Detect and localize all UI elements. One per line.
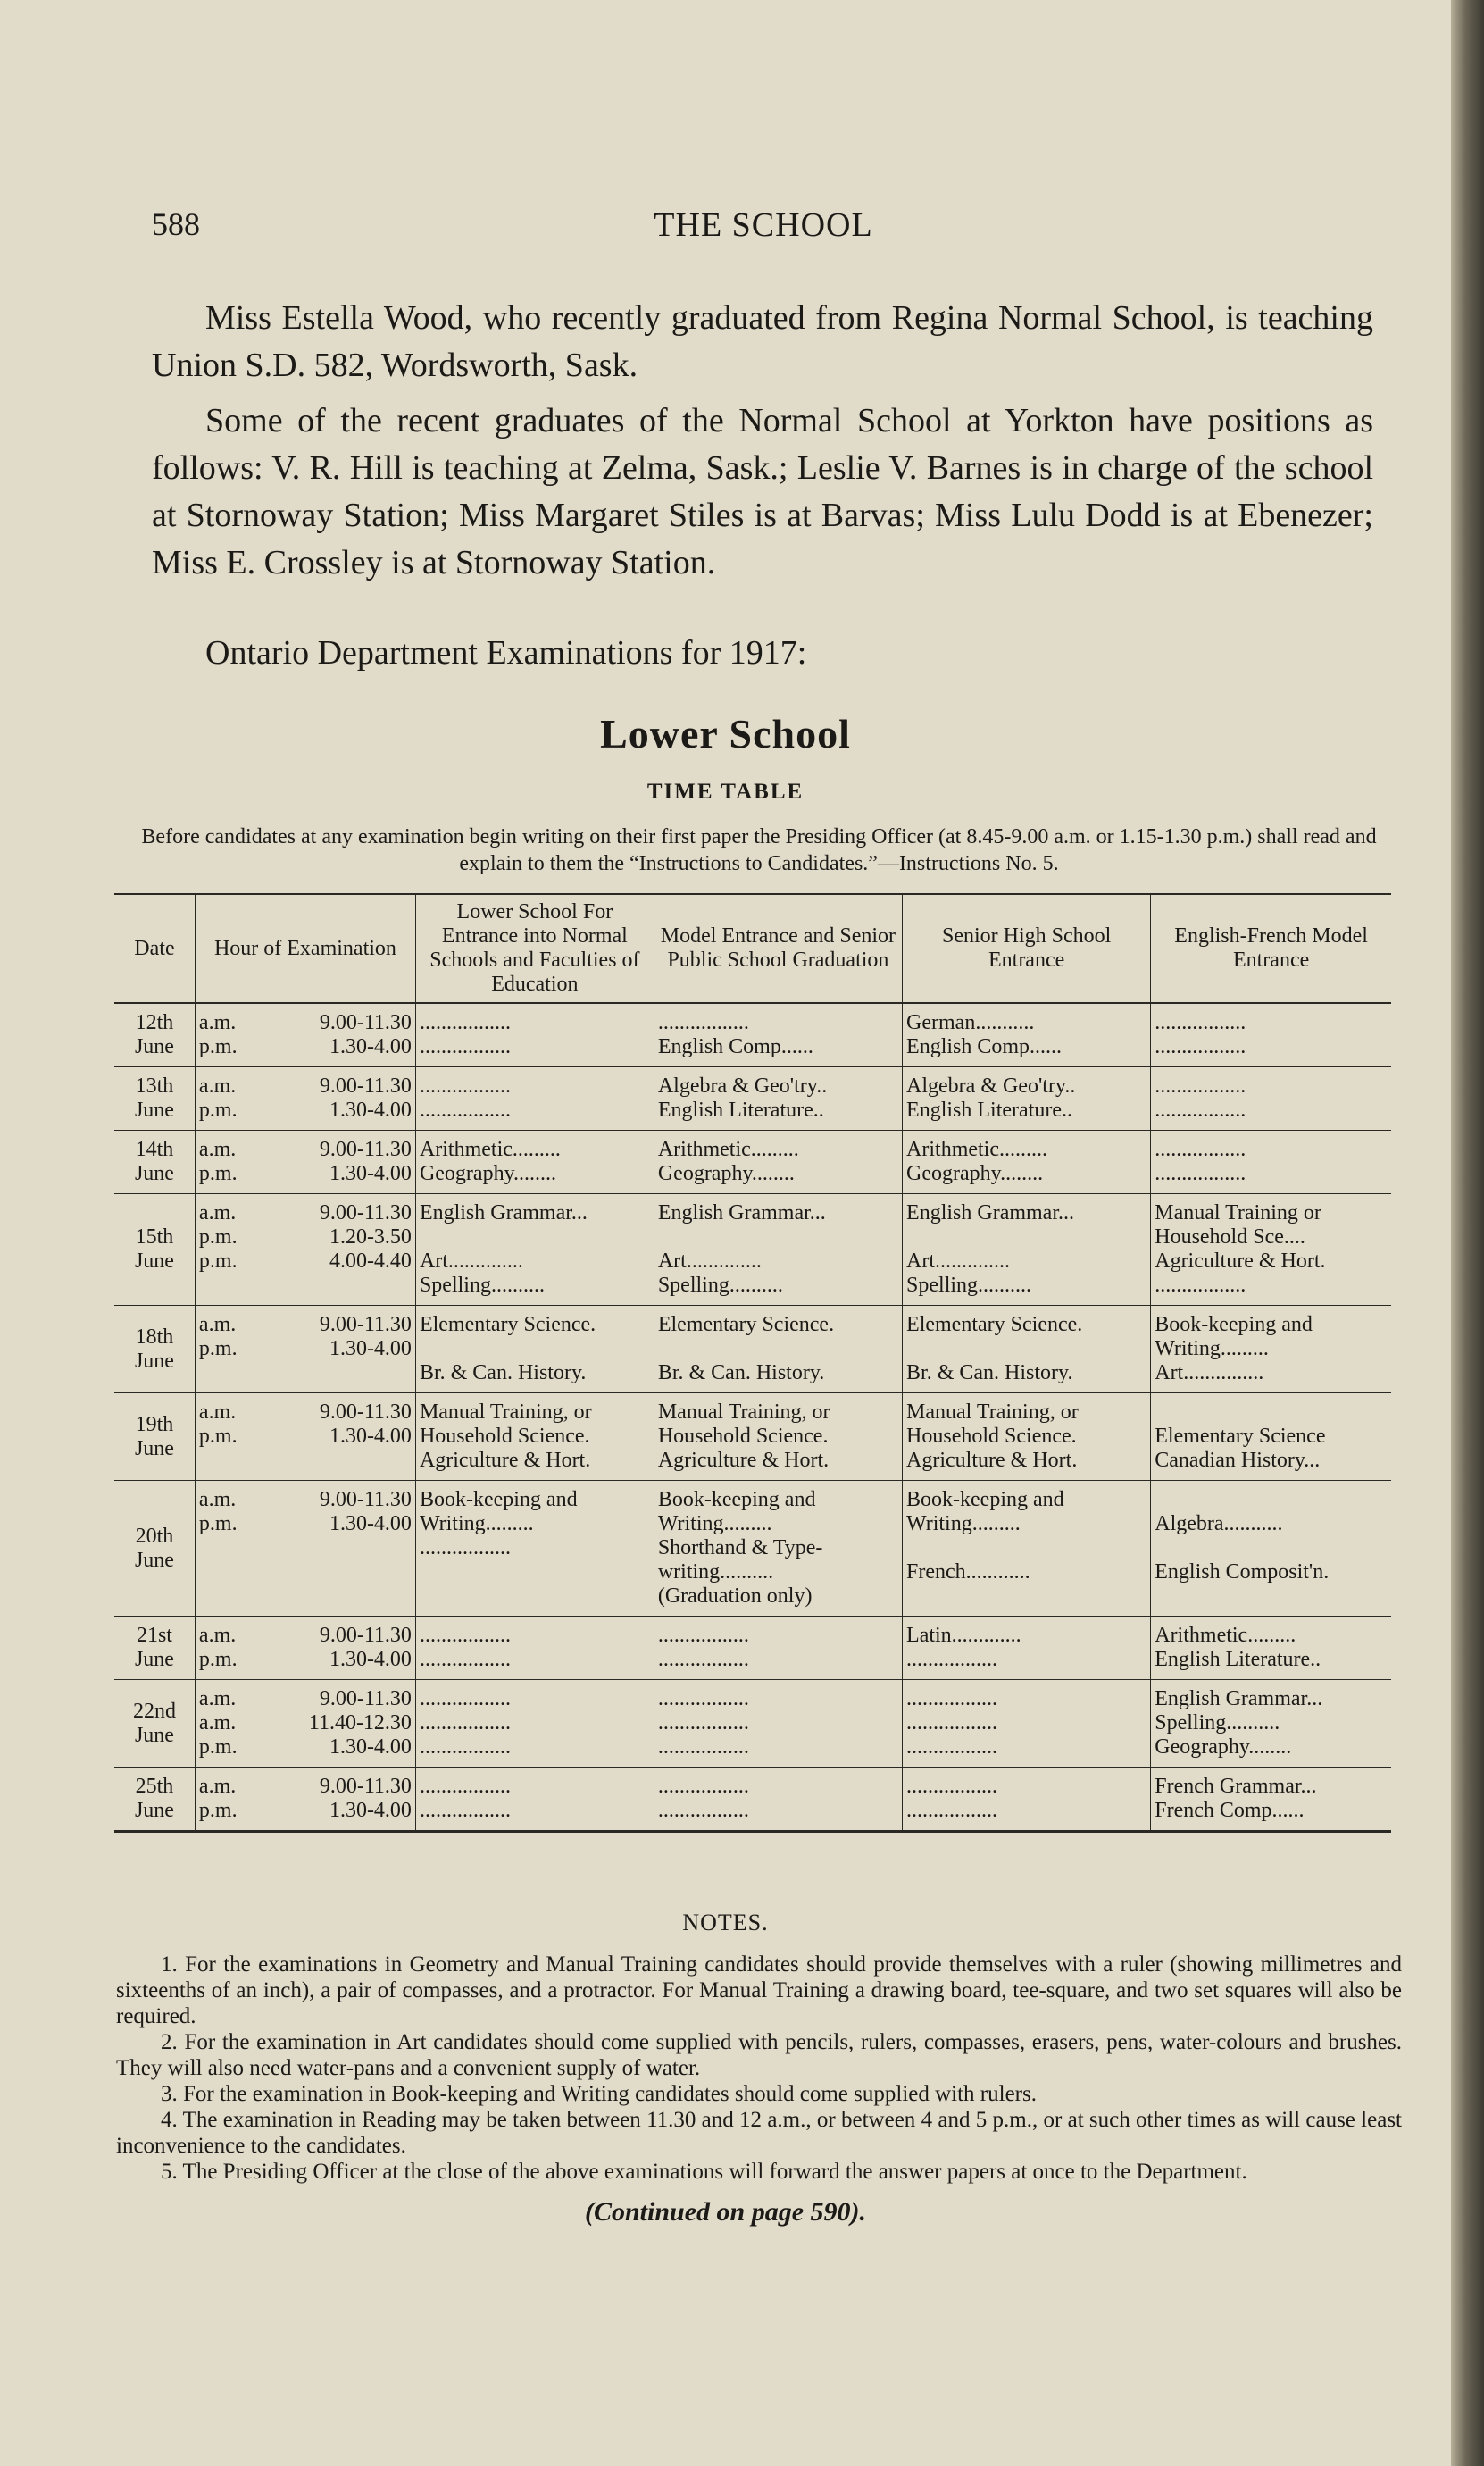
lower-school-cell: ................. ................. — [415, 1617, 654, 1680]
time-range: 1.30-4.00 — [329, 1648, 412, 1671]
hour-line — [199, 1250, 412, 1274]
hour-line — [199, 1775, 412, 1799]
hour-cell — [195, 1768, 415, 1832]
period-label: a.m. — [198, 1138, 237, 1161]
model-entrance-cell: Arithmetic......... Geography........ — [654, 1131, 902, 1194]
time-range: 9.00-11.30 — [319, 1313, 412, 1336]
time-range: 9.00-11.30 — [319, 1074, 412, 1098]
table-row — [114, 1481, 1391, 1617]
lower-school-cell: ................. ................. ................. — [415, 1680, 654, 1768]
english-french-cell: English Grammar... Spelling.......... Geography........ — [1151, 1680, 1391, 1768]
running-head: THE SCHOOL — [654, 206, 873, 244]
time-range: 4.00-4.40 — [329, 1250, 412, 1273]
hour-line — [199, 1162, 412, 1186]
paragraph-estella-wood: Miss Estella Wood, who recently graduated from Regina Normal School, is teaching Union S.D. 582, Wordsworth, Sask. — [152, 299, 1373, 384]
hour-line — [199, 1512, 412, 1536]
book-spine — [1451, 0, 1484, 2466]
table-row — [114, 1306, 1391, 1393]
hour-line — [199, 1425, 412, 1449]
hour-line — [199, 1313, 412, 1337]
period-label: p.m. — [198, 1250, 238, 1273]
hour-cell — [195, 1194, 415, 1306]
lower-school-cell: Book-keeping and Writing......... ................. — [415, 1481, 654, 1617]
lower-school-cell: ................. ................. — [415, 1067, 654, 1131]
paragraph-ontario-exams: Ontario Department Examinations for 1917: — [205, 634, 807, 672]
time-range: 9.00-11.30 — [319, 1011, 412, 1034]
period-label: p.m. — [198, 1035, 238, 1058]
exam-timetable — [114, 893, 1391, 1833]
time-range: 1.30-4.00 — [329, 1035, 412, 1058]
period-label: a.m. — [198, 1400, 237, 1424]
hour-line — [199, 1400, 412, 1425]
header-model-entrance: Model Entrance and Senior Public School Graduation — [654, 894, 902, 1003]
table-row — [114, 1067, 1391, 1131]
model-entrance-cell: Algebra & Geo'try.. English Literature.. — [654, 1067, 902, 1131]
hour-cell — [195, 1617, 415, 1680]
period-label: a.m. — [198, 1011, 237, 1034]
hour-line — [199, 1711, 412, 1735]
hour-cell — [195, 1003, 415, 1067]
time-range: 1.30-4.00 — [329, 1337, 412, 1360]
date-cell: 15th June — [114, 1194, 195, 1306]
header-hour: Hour of Examination — [195, 894, 415, 1003]
time-range: 9.00-11.30 — [319, 1138, 412, 1161]
header-lower-school: Lower School For Entrance into Normal Schools and Faculties of Education — [415, 894, 654, 1003]
table-row — [114, 1680, 1391, 1768]
period-label: p.m. — [198, 1225, 238, 1249]
period-label: a.m. — [198, 1624, 237, 1647]
time-range: 9.00-11.30 — [319, 1687, 412, 1710]
date-cell: 14th June — [114, 1131, 195, 1194]
senior-high-cell: ................. ................. ................. — [903, 1680, 1151, 1768]
lower-school-cell: English Grammar... Art.............. Spelling.......... — [415, 1194, 654, 1306]
notes-title: NOTES. — [682, 1910, 769, 1935]
header-english-french: English-French Model Entrance — [1151, 894, 1391, 1003]
date-cell: 22nd June — [114, 1680, 195, 1768]
model-entrance-cell: ................. ................. ................. — [654, 1680, 902, 1768]
table-row — [114, 1393, 1391, 1481]
model-entrance-cell: Elementary Science. Br. & Can. History. — [654, 1306, 902, 1393]
continued-note: (Continued on page 590). — [584, 2197, 867, 2227]
lower-school-cell: Arithmetic......... Geography........ — [415, 1131, 654, 1194]
period-label: a.m. — [198, 1201, 237, 1225]
timetable-intro: Before candidates at any examination begin writing on their first paper the Presiding Officer (at 8.45-9.00 a.m. or 1.15-1.30 p.m.) shall read and explain to them the “Instructions to Candidates.”—Instructions No. 5. — [141, 825, 1377, 875]
period-label: p.m. — [198, 1512, 238, 1535]
notes-list — [116, 1952, 1402, 2185]
note-item: 1. For the examinations in Geometry and Manual Training candidates should provide themselves with a ruler (showing millimetres and sixteenths of an inch), a pair of compasses, and a protractor. For Manual Training a drawing board, tee-square, and two set squares will also be required. — [116, 1952, 1402, 2028]
period-label: a.m. — [198, 1775, 237, 1798]
model-entrance-cell: English Grammar... Art.............. Spelling.......... — [654, 1194, 902, 1306]
date-cell: 13th June — [114, 1067, 195, 1131]
hour-line — [199, 1099, 412, 1123]
period-label: a.m. — [198, 1074, 237, 1098]
hour-line — [199, 1624, 412, 1648]
english-french-cell: Elementary Science Canadian History... — [1151, 1393, 1391, 1481]
paragraph-yorkton-graduates: Some of the recent graduates of the Normal School at Yorkton have positions as follows: V. R. Hill is teaching at Zelma, Sask.; Leslie V. Barnes is in charge of the school at Stornoway Station; Miss Margaret Stiles is at Barvas; Miss Lulu Dodd is at Ebenezer; Miss E. Crossley is at Stornoway Station. — [152, 402, 1373, 581]
time-range: 11.40-12.30 — [308, 1711, 412, 1735]
english-french-cell: ................. ................. — [1151, 1067, 1391, 1131]
senior-high-cell: English Grammar... Art.............. Spelling.......... — [903, 1194, 1151, 1306]
english-french-cell: ................. ................. — [1151, 1131, 1391, 1194]
hour-line — [199, 1337, 412, 1361]
time-range: 9.00-11.30 — [319, 1400, 412, 1424]
lower-school-cell: Elementary Science. Br. & Can. History. — [415, 1306, 654, 1393]
hour-line — [199, 1074, 412, 1099]
hour-cell — [195, 1131, 415, 1194]
page-header — [152, 205, 1375, 250]
date-cell: 20th June — [114, 1481, 195, 1617]
period-label: p.m. — [198, 1799, 238, 1822]
period-label: a.m. — [198, 1711, 237, 1735]
note-item: 2. For the examination in Art candidates should come supplied with pencils, rulers, compasses, erasers, pens, water-colours and brushes. They will also need water-pans and a convenient supply of water. — [116, 2030, 1402, 2080]
senior-high-cell: Algebra & Geo'try.. English Literature.. — [903, 1067, 1151, 1131]
hour-line — [199, 1687, 412, 1711]
hour-line — [199, 1648, 412, 1672]
model-entrance-cell: ................. ................. — [654, 1617, 902, 1680]
page-number: 588 — [152, 206, 200, 242]
time-range: 9.00-11.30 — [319, 1201, 412, 1225]
period-label: p.m. — [198, 1425, 238, 1448]
senior-high-cell: ................. ................. — [903, 1768, 1151, 1832]
period-label: a.m. — [198, 1313, 237, 1336]
header-date: Date — [114, 894, 195, 1003]
timetable-subtitle: TIME TABLE — [646, 780, 805, 804]
date-cell: 25th June — [114, 1768, 195, 1832]
date-cell: 18th June — [114, 1306, 195, 1393]
senior-high-cell: Arithmetic......... Geography........ — [903, 1131, 1151, 1194]
time-range: 1.30-4.00 — [329, 1162, 412, 1185]
hour-cell — [195, 1481, 415, 1617]
lower-school-cell: ................. ................. — [415, 1768, 654, 1832]
lower-school-cell: Manual Training, or Household Science. Agriculture & Hort. — [415, 1393, 654, 1481]
hour-line — [199, 1011, 412, 1035]
lower-school-cell: ................. ................. — [415, 1003, 654, 1067]
period-label: p.m. — [198, 1162, 238, 1185]
english-french-cell: ................. ................. — [1151, 1003, 1391, 1067]
hour-line — [199, 1488, 412, 1512]
table-row — [114, 1617, 1391, 1680]
period-label: p.m. — [198, 1337, 238, 1360]
time-range: 1.30-4.00 — [329, 1799, 412, 1822]
time-range: 1.30-4.00 — [329, 1099, 412, 1122]
period-label: a.m. — [198, 1687, 237, 1710]
model-entrance-cell: Manual Training, or Household Science. Agriculture & Hort. — [654, 1393, 902, 1481]
senior-high-cell: Manual Training, or Household Science. Agriculture & Hort. — [903, 1393, 1151, 1481]
english-french-cell: Book-keeping and Writing......... Art............... — [1151, 1306, 1391, 1393]
table-row — [114, 1003, 1391, 1067]
table-row — [114, 1194, 1391, 1306]
hour-line — [199, 1035, 412, 1059]
time-range: 1.20-3.50 — [329, 1225, 412, 1249]
section-title: Lower School — [600, 711, 851, 757]
note-item: 3. For the examination in Book-keeping and Writing candidates should come supplied with rulers. — [161, 2082, 1037, 2106]
table-header-row — [114, 894, 1391, 1003]
senior-high-cell: Book-keeping and Writing......... French............ — [903, 1481, 1151, 1617]
senior-high-cell: Elementary Science. Br. & Can. History. — [903, 1306, 1151, 1393]
senior-high-cell: Latin............. ................. — [903, 1617, 1151, 1680]
date-cell: 21st June — [114, 1617, 195, 1680]
period-label: p.m. — [198, 1099, 238, 1122]
time-range: 1.30-4.00 — [329, 1735, 412, 1759]
period-label: a.m. — [198, 1488, 237, 1511]
hour-cell — [195, 1680, 415, 1768]
time-range: 1.30-4.00 — [329, 1512, 412, 1535]
english-french-cell: Manual Training or Household Sce.... Agriculture & Hort. ................. — [1151, 1194, 1391, 1306]
note-item: 4. The examination in Reading may be taken between 11.30 and 12 a.m., or between 4 and 5 p.m., or at such other times as will cause least inconvenience to the candidates. — [116, 2108, 1402, 2158]
date-cell: 12th June — [114, 1003, 195, 1067]
english-french-cell: Arithmetic......... English Literature.. — [1151, 1617, 1391, 1680]
table-row — [114, 1131, 1391, 1194]
model-entrance-cell: ................. English Comp...... — [654, 1003, 902, 1067]
senior-high-cell: German........... English Comp...... — [903, 1003, 1151, 1067]
hour-cell — [195, 1393, 415, 1481]
time-range: 9.00-11.30 — [319, 1775, 412, 1798]
time-range: 9.00-11.30 — [319, 1488, 412, 1511]
english-french-cell: French Grammar... French Comp...... — [1151, 1768, 1391, 1832]
header-senior-high: Senior High School Entrance — [903, 894, 1151, 1003]
hour-line — [199, 1138, 412, 1162]
hour-cell — [195, 1067, 415, 1131]
note-item: 5. The Presiding Officer at the close of the above examinations will forward the answer papers at once to the Department. — [161, 2160, 1247, 2184]
time-range: 1.30-4.00 — [329, 1425, 412, 1448]
hour-cell — [195, 1306, 415, 1393]
hour-line — [199, 1799, 412, 1823]
date-cell: 19th June — [114, 1393, 195, 1481]
hour-line — [199, 1735, 412, 1760]
hour-line — [199, 1201, 412, 1225]
table-body — [114, 1003, 1391, 1832]
english-french-cell: Algebra........... English Composit'n. — [1151, 1481, 1391, 1617]
time-range: 9.00-11.30 — [319, 1624, 412, 1647]
period-label: p.m. — [198, 1735, 238, 1759]
model-entrance-cell: ................. ................. — [654, 1768, 902, 1832]
model-entrance-cell: Book-keeping and Writing......... Shorthand & Type- writing.......... (Graduation only) — [654, 1481, 902, 1617]
hour-line — [199, 1225, 412, 1250]
table-row — [114, 1768, 1391, 1832]
period-label: p.m. — [198, 1648, 238, 1671]
